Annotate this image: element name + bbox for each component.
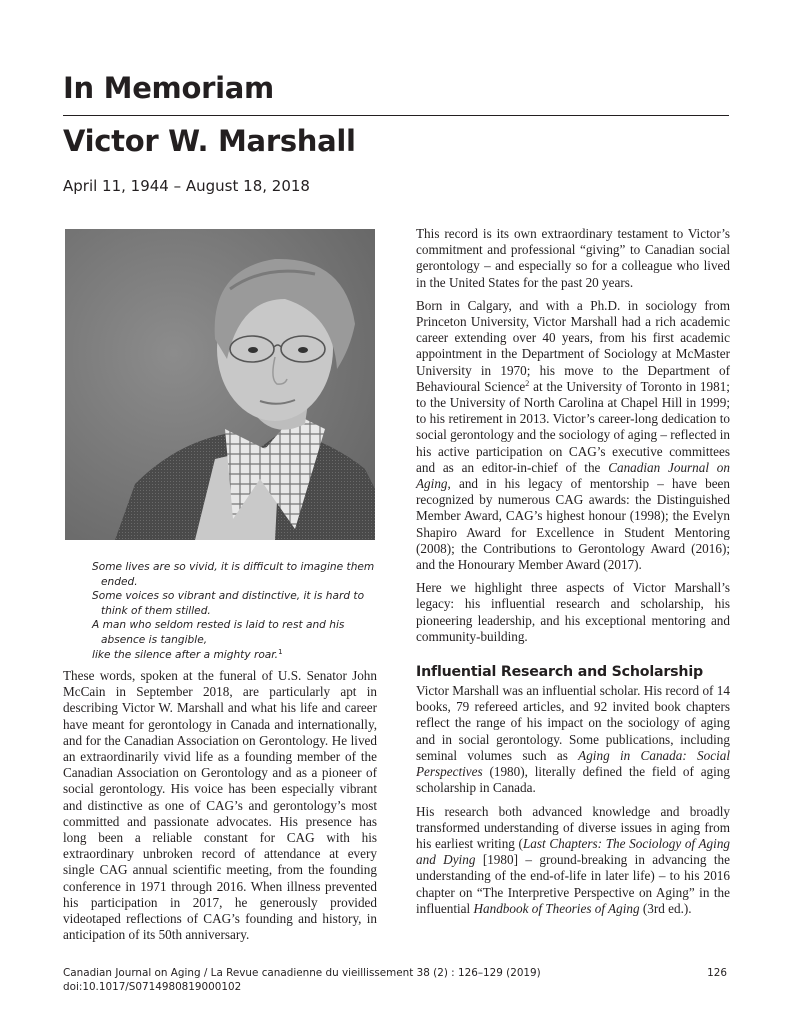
footnote-ref-2[interactable]: 2 [525, 378, 530, 388]
body-paragraph: Here we highlight three aspects of Victor Marshall’s legacy: his influential research and scholarship, his pioneering leadership, and his exceptional mentoring and community-building. [416, 580, 730, 644]
section-heading: Influential Research and Scholarship [416, 664, 703, 681]
page-number: 126 [707, 967, 727, 979]
book-title: Aging in Canada: Social Perspectives [416, 747, 730, 780]
portrait-photo [65, 229, 375, 540]
journal-title: Canadian Journal on Aging [416, 459, 730, 492]
doi-link[interactable]: doi:10.1017/S0714980819000102 [63, 981, 242, 993]
text-run: , and in his legacy of mentorship – have been recognized by numerous CAG awards: the Distinguished Member Award, CAG’s highest honour (1998); the Evelyn Shapiro Award for Excellence in Student Mentoring (2008); the Contributions to Gerontology Award (2016); and the Honourary Member Award (2017). [416, 476, 730, 573]
life-dates: April 11, 1944 – August 18, 2018 [63, 177, 310, 195]
person-name: Victor W. Marshall [63, 124, 356, 158]
journal-citation: Canadian Journal on Aging / La Revue canadienne du vieillissement 38 (2) : 126–129 (2019) [63, 967, 541, 979]
epigraph-line: Some lives are so vivid, it is difficult to imagine them ended. [92, 561, 375, 588]
right-column [416, 226, 730, 924]
page-footer [63, 966, 729, 994]
body-paragraph-career [416, 298, 730, 573]
epigraph-line-text: like the silence after a mighty roar. [92, 648, 279, 661]
text-run: Victor Marshall was an influential scholar. His record of 14 books, 79 refereed articles, and 92 invited book chapters reflect the range of his impact on the sociology of aging and in social gerontology. Some publications, including seminal volumes such as [416, 683, 730, 763]
header-divider [63, 115, 729, 116]
text-run: Born in Calgary, and with a Ph.D. in sociology from Princeton University, Victor Marshall had a rich academic career extending over 40 years, from his first academic appointment in the Department of Sociology at McMaster University in 1970; his move to the Department of Behavioural Science [416, 297, 730, 394]
left-column [63, 668, 377, 950]
text-run: at the University of Toronto in 1981; to the University of North Carolina at Chapel Hill in 1999; to his retirement in 2013. Victor’s career-long dedication to social gerontology and the sociology of aging – reflected in his active participation on CAG’s executive committees and as an editor-in-chief of the [416, 378, 730, 475]
epigraph-line: A man who seldom rested is laid to rest and his absence is tangible, [92, 619, 345, 646]
epigraph-quote [92, 560, 392, 662]
text-run: (3rd ed.). [639, 900, 692, 916]
portrait-illustration [65, 229, 375, 540]
footnote-ref-1[interactable]: 1 [278, 647, 283, 656]
section-title: In Memoriam [63, 71, 274, 105]
book-title: Last Chapters: The Sociology of Aging and Dying [416, 835, 731, 868]
body-paragraph: These words, spoken at the funeral of U.S. Senator John McCain in September 2018, are particularly apt in describing Victor W. Marshall and what his life and career have meant for gerontology in Canada and internationally, and for the Canadian Association on Gerontology. He lived an extraordinarily vivid life as a founding member of the Canadian Association on Gerontology and as a pioneer of social gerontology. His voice has been especially vibrant and distinctive as one of CAG’s and gerontology’s most committed and passionate advocates. His presence has long been a reliable constant for CAG with his extraordinary unbroken record of attendance at every single CAG annual scientific meeting, from the founding conference in 1971 through 2016. When illness prevented his participation in 2017, he generously provided videotaped reflections of CAG’s founding and history, in anticipation of its 50th anniversary. [63, 668, 377, 943]
book-title: Handbook of Theories of Aging [473, 900, 640, 916]
epigraph-line: Some voices so vibrant and distinctive, it is hard to think of them stilled. [92, 590, 365, 617]
body-paragraph-research [416, 804, 730, 917]
epigraph-line-last [92, 648, 392, 663]
text-run: (1980), literally defined the field of aging scholarship in Canada. [416, 764, 730, 796]
text-run: His research both advanced knowledge and broadly transformed understanding of diverse issues in aging from his earliest writing ( [416, 803, 730, 851]
body-paragraph: This record is its own extraordinary testament to Victor’s commitment and professional “giving” to Canadian social gerontology – and especially so for a colleague who lived in the United States for the past 20 years. [416, 226, 730, 290]
text-run: [1980] – ground-breaking in advancing the understanding of the end-of-life in later life) – to his 2016 chapter on “The Interpretive Perspective on Aging” in the influential [416, 852, 731, 916]
body-paragraph-scholarship [416, 683, 730, 796]
